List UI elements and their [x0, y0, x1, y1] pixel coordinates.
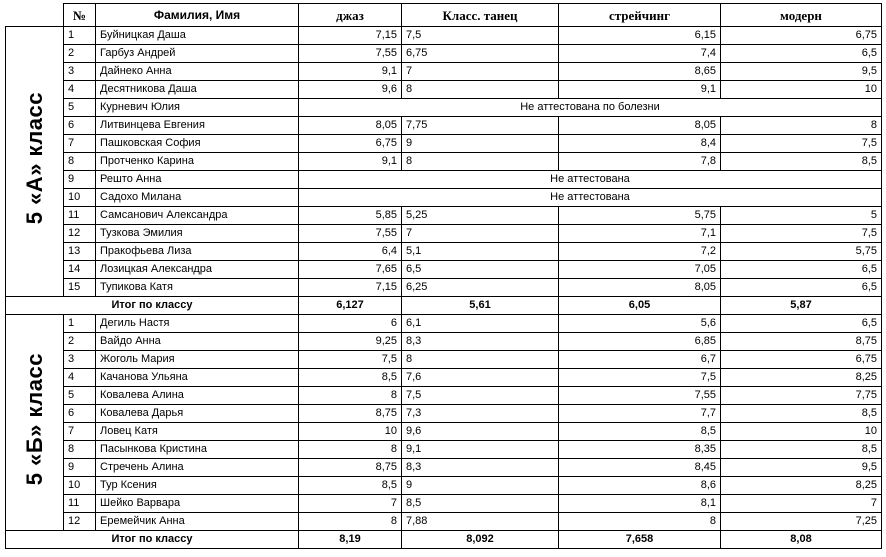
student-row [6, 477, 882, 495]
student-row [6, 495, 882, 513]
total-stretching: 7,658 [559, 531, 721, 549]
grade-modern: 9,5 [721, 459, 882, 477]
header-jazz: джаз [299, 4, 402, 27]
grade-classical: 8,3 [402, 459, 559, 477]
grade-jazz: 6 [299, 315, 402, 333]
grade-classical: 8,3 [402, 333, 559, 351]
student-name: Ловец Катя [96, 423, 299, 441]
grade-classical: 8,5 [402, 495, 559, 513]
row-number: 10 [64, 477, 96, 495]
grade-modern: 7,75 [721, 387, 882, 405]
student-name: Качанова Ульяна [96, 369, 299, 387]
grade-classical: 6,25 [402, 279, 559, 297]
student-row [6, 81, 882, 99]
grade-classical: 8 [402, 153, 559, 171]
student-name: Тупикова Катя [96, 279, 299, 297]
student-name: Стречень Алина [96, 459, 299, 477]
grade-stretching: 7,05 [559, 261, 721, 279]
student-row [6, 189, 882, 207]
student-row [6, 117, 882, 135]
grade-jazz: 8,5 [299, 477, 402, 495]
grade-jazz: 7,5 [299, 351, 402, 369]
grade-modern: 8,25 [721, 477, 882, 495]
grade-modern: 7,25 [721, 513, 882, 531]
grade-jazz: 9,1 [299, 153, 402, 171]
grade-stretching: 6,7 [559, 351, 721, 369]
grade-modern: 7 [721, 495, 882, 513]
total-modern: 5,87 [721, 297, 882, 315]
class-total-label: Итог по классу [6, 297, 299, 315]
grade-modern: 5 [721, 207, 882, 225]
grade-classical: 9 [402, 135, 559, 153]
grade-classical: 7 [402, 63, 559, 81]
grades-table [5, 3, 882, 549]
grade-modern: 8,5 [721, 153, 882, 171]
student-row [6, 243, 882, 261]
student-row [6, 63, 882, 81]
grade-stretching: 8,45 [559, 459, 721, 477]
total-jazz: 6,127 [299, 297, 402, 315]
student-name: Самсанович Александра [96, 207, 299, 225]
student-row [6, 279, 882, 297]
row-number: 1 [64, 315, 96, 333]
row-number: 2 [64, 45, 96, 63]
grade-stretching: 8,65 [559, 63, 721, 81]
grade-modern: 6,5 [721, 279, 882, 297]
student-name: Лозицкая Александра [96, 261, 299, 279]
grade-jazz: 7,55 [299, 45, 402, 63]
grade-jazz: 8 [299, 441, 402, 459]
attestation-note: Не аттестована по болезни [299, 99, 882, 117]
row-number: 4 [64, 81, 96, 99]
grade-stretching: 8 [559, 513, 721, 531]
grade-jazz: 8,75 [299, 405, 402, 423]
row-number: 9 [64, 459, 96, 477]
row-number: 10 [64, 189, 96, 207]
class-group-cell [6, 315, 64, 531]
grade-modern: 8,75 [721, 333, 882, 351]
class-group-cell [6, 27, 64, 297]
grade-classical: 6,5 [402, 261, 559, 279]
grade-stretching: 8,1 [559, 495, 721, 513]
row-number: 7 [64, 423, 96, 441]
row-number: 11 [64, 495, 96, 513]
grade-stretching: 8,05 [559, 117, 721, 135]
row-number: 7 [64, 135, 96, 153]
grade-jazz: 8,05 [299, 117, 402, 135]
corner-cell [6, 4, 64, 27]
total-stretching: 6,05 [559, 297, 721, 315]
student-row [6, 153, 882, 171]
grade-jazz: 7,15 [299, 27, 402, 45]
student-name: Ковалева Дарья [96, 405, 299, 423]
header-name: Фамилия, Имя [96, 4, 299, 27]
grade-jazz: 6,4 [299, 243, 402, 261]
grade-jazz: 8,75 [299, 459, 402, 477]
grade-classical: 7,5 [402, 27, 559, 45]
student-name: Вайдо Анна [96, 333, 299, 351]
student-name: Пашковская София [96, 135, 299, 153]
grade-stretching: 8,35 [559, 441, 721, 459]
student-name: Ковалева Алина [96, 387, 299, 405]
row-number: 3 [64, 63, 96, 81]
row-number: 12 [64, 225, 96, 243]
grade-stretching: 5,75 [559, 207, 721, 225]
student-name: Курневич Юлия [96, 99, 299, 117]
grade-classical: 6,75 [402, 45, 559, 63]
student-name: Еремейчик Анна [96, 513, 299, 531]
grade-modern: 6,75 [721, 351, 882, 369]
header-num: № [64, 4, 96, 27]
total-modern: 8,08 [721, 531, 882, 549]
grade-jazz: 7 [299, 495, 402, 513]
student-row [6, 333, 882, 351]
student-name: Буйницкая Даша [96, 27, 299, 45]
attestation-note: Не аттестована [299, 171, 882, 189]
grade-classical: 9,6 [402, 423, 559, 441]
grade-jazz: 7,55 [299, 225, 402, 243]
grade-stretching: 7,1 [559, 225, 721, 243]
grade-modern: 5,75 [721, 243, 882, 261]
student-name: Тузкова Эмилия [96, 225, 299, 243]
table-body [6, 27, 882, 549]
grade-stretching: 7,7 [559, 405, 721, 423]
grade-classical: 7,75 [402, 117, 559, 135]
grade-jazz: 7,65 [299, 261, 402, 279]
attestation-note: Не аттестована [299, 189, 882, 207]
grade-modern: 7,5 [721, 135, 882, 153]
row-number: 3 [64, 351, 96, 369]
row-number: 5 [64, 99, 96, 117]
class-total-row [6, 297, 882, 315]
student-row [6, 387, 882, 405]
grade-stretching: 7,2 [559, 243, 721, 261]
student-row [6, 225, 882, 243]
header-stretching: стрейчинг [559, 4, 721, 27]
row-number: 8 [64, 441, 96, 459]
student-row [6, 315, 882, 333]
row-number: 15 [64, 279, 96, 297]
grade-classical: 5,25 [402, 207, 559, 225]
row-number: 11 [64, 207, 96, 225]
grade-modern: 8,25 [721, 369, 882, 387]
grade-jazz: 8 [299, 513, 402, 531]
row-number: 4 [64, 369, 96, 387]
student-row [6, 27, 882, 45]
student-row [6, 513, 882, 531]
header-modern: модерн [721, 4, 882, 27]
grade-modern: 6,5 [721, 315, 882, 333]
row-number: 9 [64, 171, 96, 189]
grade-jazz: 7,15 [299, 279, 402, 297]
grade-classical: 8 [402, 351, 559, 369]
student-row [6, 135, 882, 153]
row-number: 14 [64, 261, 96, 279]
grade-stretching: 7,8 [559, 153, 721, 171]
student-row [6, 459, 882, 477]
grade-stretching: 7,5 [559, 369, 721, 387]
student-name: Жоголь Мария [96, 351, 299, 369]
grade-stretching: 6,15 [559, 27, 721, 45]
grade-classical: 7,6 [402, 369, 559, 387]
grade-classical: 7,5 [402, 387, 559, 405]
student-row [6, 405, 882, 423]
grade-classical: 7,3 [402, 405, 559, 423]
grade-stretching: 6,85 [559, 333, 721, 351]
student-name: Шейко Варвара [96, 495, 299, 513]
student-row [6, 369, 882, 387]
grade-modern: 7,5 [721, 225, 882, 243]
student-name: Дегиль Настя [96, 315, 299, 333]
grade-jazz: 10 [299, 423, 402, 441]
grade-classical: 6,1 [402, 315, 559, 333]
grade-stretching: 8,5 [559, 423, 721, 441]
grade-stretching: 8,4 [559, 135, 721, 153]
class-group-label: 5 «Б» класс [22, 353, 47, 486]
grade-classical: 7,88 [402, 513, 559, 531]
grade-jazz: 8,5 [299, 369, 402, 387]
student-name: Тур Ксения [96, 477, 299, 495]
grade-classical: 9,1 [402, 441, 559, 459]
total-classical: 5,61 [402, 297, 559, 315]
grade-stretching: 9,1 [559, 81, 721, 99]
student-name: Пасынкова Кристина [96, 441, 299, 459]
grade-jazz: 8 [299, 387, 402, 405]
grade-modern: 8 [721, 117, 882, 135]
grade-stretching: 7,55 [559, 387, 721, 405]
student-row [6, 351, 882, 369]
student-name: Гарбуз Андрей [96, 45, 299, 63]
student-name: Протченко Карина [96, 153, 299, 171]
class-total-row [6, 531, 882, 549]
grade-classical: 9 [402, 477, 559, 495]
total-jazz: 8,19 [299, 531, 402, 549]
grade-modern: 8,5 [721, 405, 882, 423]
grade-modern: 6,5 [721, 45, 882, 63]
grade-modern: 8,5 [721, 441, 882, 459]
grade-classical: 8 [402, 81, 559, 99]
row-number: 6 [64, 405, 96, 423]
row-number: 1 [64, 27, 96, 45]
row-number: 2 [64, 333, 96, 351]
student-row [6, 207, 882, 225]
student-name: Решто Анна [96, 171, 299, 189]
grade-jazz: 5,85 [299, 207, 402, 225]
total-classical: 8,092 [402, 531, 559, 549]
grade-modern: 10 [721, 423, 882, 441]
grade-modern: 10 [721, 81, 882, 99]
student-name: Пракофьева Лиза [96, 243, 299, 261]
grade-stretching: 7,4 [559, 45, 721, 63]
grade-jazz: 9,6 [299, 81, 402, 99]
grade-modern: 6,5 [721, 261, 882, 279]
grade-stretching: 5,6 [559, 315, 721, 333]
row-number: 13 [64, 243, 96, 261]
class-total-label: Итог по классу [6, 531, 299, 549]
row-number: 5 [64, 387, 96, 405]
student-row [6, 99, 882, 117]
student-name: Дайнеко Анна [96, 63, 299, 81]
grade-classical: 5,1 [402, 243, 559, 261]
student-name: Литвинцева Евгения [96, 117, 299, 135]
grade-modern: 6,75 [721, 27, 882, 45]
student-row [6, 261, 882, 279]
student-row [6, 171, 882, 189]
row-number: 8 [64, 153, 96, 171]
student-row [6, 441, 882, 459]
student-name: Садохо Милана [96, 189, 299, 207]
row-number: 12 [64, 513, 96, 531]
grade-stretching: 8,6 [559, 477, 721, 495]
grade-jazz: 9,25 [299, 333, 402, 351]
grade-jazz: 6,75 [299, 135, 402, 153]
student-name: Десятникова Даша [96, 81, 299, 99]
header-classical: Класс. танец [402, 4, 559, 27]
row-number: 6 [64, 117, 96, 135]
class-group-label: 5 «А» класс [22, 92, 47, 225]
grade-classical: 7 [402, 225, 559, 243]
table-header [6, 4, 882, 27]
grade-jazz: 9,1 [299, 63, 402, 81]
student-row [6, 423, 882, 441]
student-row [6, 45, 882, 63]
grade-modern: 9,5 [721, 63, 882, 81]
grade-stretching: 8,05 [559, 279, 721, 297]
